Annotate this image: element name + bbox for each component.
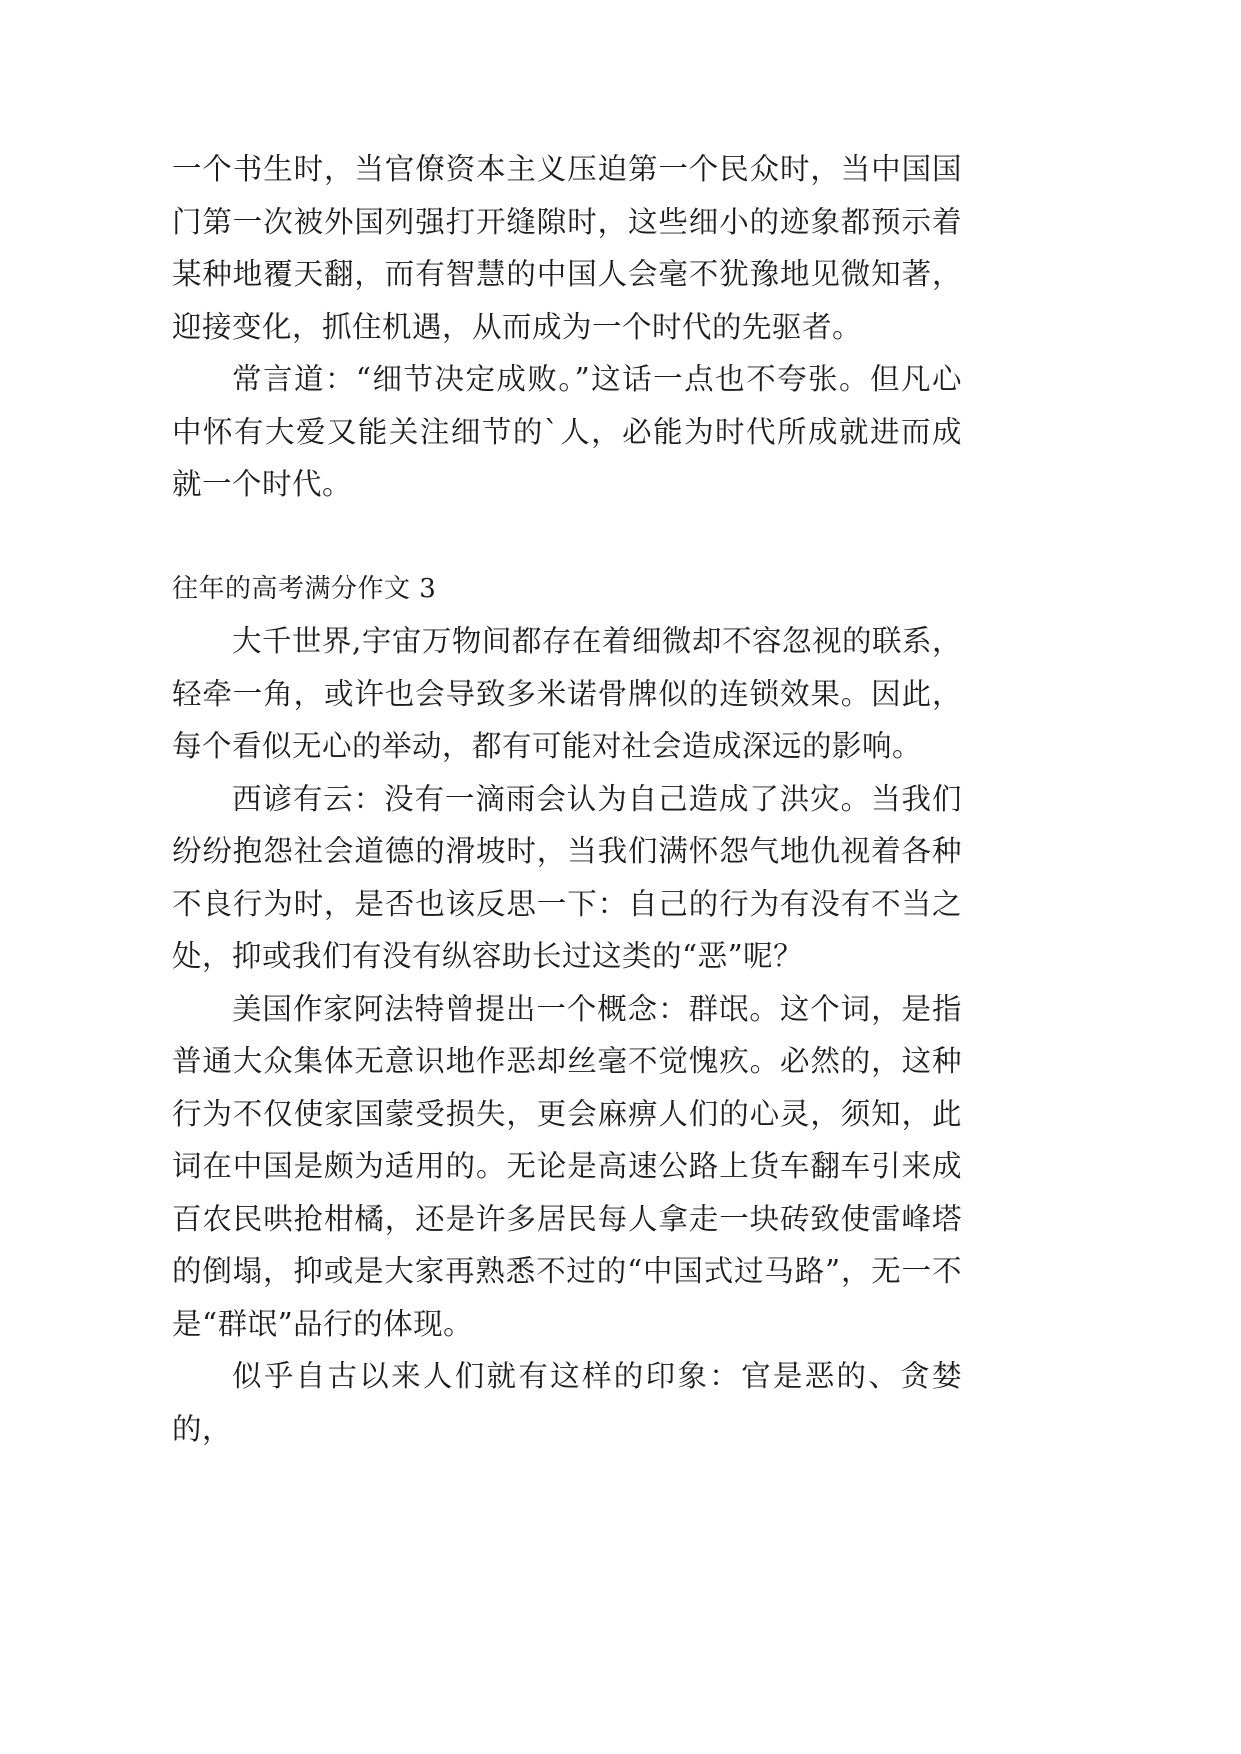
paragraph-intro: 大千世界,宇宙万物间都存在着细微却不容忽视的联系，轻牵一角，或许也会导致多米诺骨牌似的连锁效果。因此，每个看似无心的举动，都有可能对社会造成深远的影响。 bbox=[172, 624, 962, 763]
section-heading: 往年的高考满分作文 3 bbox=[172, 573, 437, 604]
paragraph-final: 似乎自古以来人们就有这样的印象：官是恶的、贪婪的， bbox=[172, 1359, 962, 1446]
paragraph-proverb-west: 西谚有云：没有一滴雨会认为自己造成了洪灾。当我们纷纷抱怨社会道德的滑坡时，当我们满怀怨气地仇视着各种不良行为时，是否也该反思一下：自己的行为有没有不当之处，抑或我们有没有纵容助长过这类的“恶”呢？ bbox=[172, 781, 962, 973]
paragraph-concept: 美国作家阿法特曾提出一个概念：群氓。这个词，是指普通大众集体无意识地作恶却丝毫不觉愧疚。必然的，这种行为不仅使家国蒙受损失，更会麻痹人们的心灵，须知，此词在中国是颇为适用的。无论是高速公路上货车翻车引来成百农民哄抢柑橘，还是许多居民每人拿走一块砖致使雷峰塔的倒塌，抑或是大家再熟悉不过的“中国式过马路”，无一不是“群氓”品行的体现。 bbox=[172, 991, 962, 1341]
paragraph-continuation: 一个书生时，当官僚资本主义压迫第一个民众时，当中国国门第一次被外国列强打开缝隙时，这些细小的迹象都预示着某种地覆天翻，而有智慧的中国人会毫不犹豫地见微知著，迎接变化，抓住机遇，从而成为一个时代的先驱者。 bbox=[172, 152, 962, 344]
section-spacer bbox=[172, 511, 962, 563]
document-body bbox=[172, 143, 962, 1455]
paragraph-proverb: 常言道：“细节决定成败。”这话一点也不夸张。但凡心中怀有大爱又能关注细节的`人，必能为时代所成就进而成就一个时代。 bbox=[172, 362, 962, 501]
